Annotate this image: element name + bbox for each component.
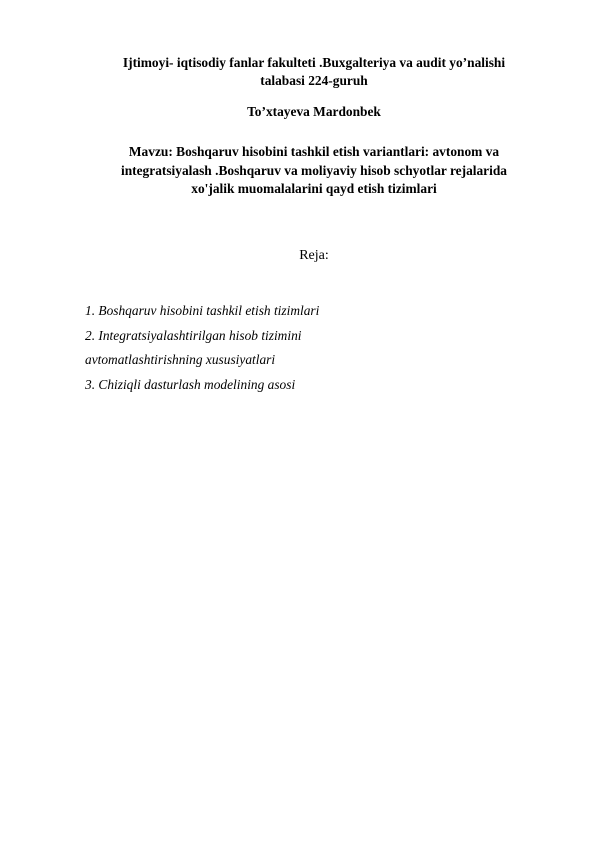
faculty-header-line-1: Ijtimoyi- iqtisodiy fanlar fakulteti .Buxgalteriya va audit yo’nalishi [122, 55, 506, 70]
plan-title: Reja: [299, 248, 329, 263]
faculty-header-line-2: talabasi 224-guruh [260, 73, 368, 88]
plan-item: 2. Integratsiyalashtirilgan hisob tizimini [85, 327, 302, 343]
plan-item: 3. Chiziqli dasturlash modelining asosi [85, 376, 296, 392]
topic-line-2: integratsiyalash .Boshqaruv va moliyaviy hisob schyotlar rejalarida [120, 162, 507, 178]
plan-list [85, 299, 319, 397]
author-name: To’xtayeva Mardonbek [247, 104, 381, 119]
topic-line-1: Mavzu: Boshqaruv hisobini tashkil etish variantlari: avtonom va [128, 144, 500, 159]
topic-heading [78, 143, 550, 199]
plan-item: avtomatlashtirishning xususiyatlari [85, 352, 276, 367]
faculty-header [78, 54, 550, 90]
plan-item: 1. Boshqaruv hisobini tashkil etish tizimlari [85, 303, 320, 318]
topic-line-3: xo'jalik muomalalarini qayd etish tizimlari [191, 181, 437, 196]
